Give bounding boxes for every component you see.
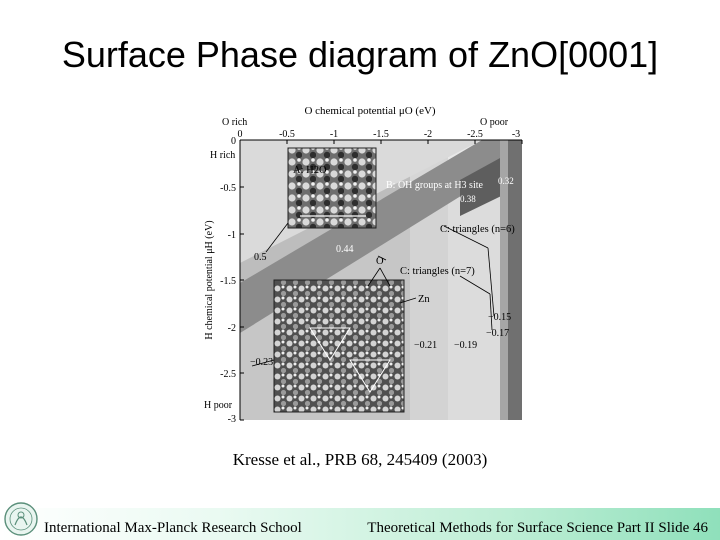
x-tick-label: -0.5 <box>279 129 295 140</box>
h-poor-label: H poor <box>204 400 233 411</box>
atom-label-zn: Zn <box>418 294 430 305</box>
mpg-seal-logo <box>3 501 39 537</box>
phase-diagram-figure <box>190 98 535 428</box>
value-label: −0.19 <box>454 340 478 351</box>
value-label: −0.23 <box>250 357 274 368</box>
top-axis-title: O chemical potential μO (eV) <box>304 105 436 117</box>
x-tick-label: -3 <box>511 129 521 140</box>
citation: Kresse et al., PRB 68, 245409 (2003) <box>232 450 488 469</box>
y-tick-label: -2 <box>227 323 236 334</box>
value-label: 0.5 <box>254 252 267 263</box>
h-rich-label: H rich <box>210 150 236 161</box>
left-axis-title: H chemical potential μH (eV) <box>204 220 215 340</box>
x-tick-label: -1.5 <box>373 129 389 140</box>
region-c7-label: C: triangles (n=7) <box>400 266 475 277</box>
value-label: −0.17 <box>486 328 510 339</box>
region-c6-label: C: triangles (n=6) <box>440 224 515 235</box>
x-tick-label: -2.5 <box>467 129 483 140</box>
y-tick-label: 0 <box>231 136 236 147</box>
footer-right-text: Theoretical Methods for Surface Science Part II Slide 46 <box>367 520 708 536</box>
y-tick-label: -1.5 <box>220 276 236 287</box>
region-a-label: A: H2O <box>293 165 327 176</box>
y-tick-label: -1 <box>227 230 236 241</box>
value-label: 0.44 <box>336 244 354 255</box>
value-label: 0.32 <box>498 176 514 186</box>
o-poor-label: O poor <box>480 117 509 128</box>
value-label: −0.15 <box>488 312 512 323</box>
o-rich-label: O rich <box>222 117 248 128</box>
value-label: −0.21 <box>414 340 438 351</box>
x-tick-label: -2 <box>423 129 433 140</box>
x-tick-label: 0 <box>237 129 243 140</box>
atom-label-o: O <box>376 256 384 267</box>
footer-left-text: International Max-Planck Research School <box>44 520 302 536</box>
value-label: 0.38 <box>460 194 476 204</box>
y-tick-label: -2.5 <box>220 369 236 380</box>
y-tick-label: -3 <box>227 414 236 425</box>
slide-title: Surface Phase diagram of ZnO[0001] <box>61 34 659 75</box>
x-tick-label: -1 <box>329 129 339 140</box>
region-b-label: B: OH groups at H3 site <box>386 180 483 191</box>
y-tick-label: -0.5 <box>220 183 236 194</box>
